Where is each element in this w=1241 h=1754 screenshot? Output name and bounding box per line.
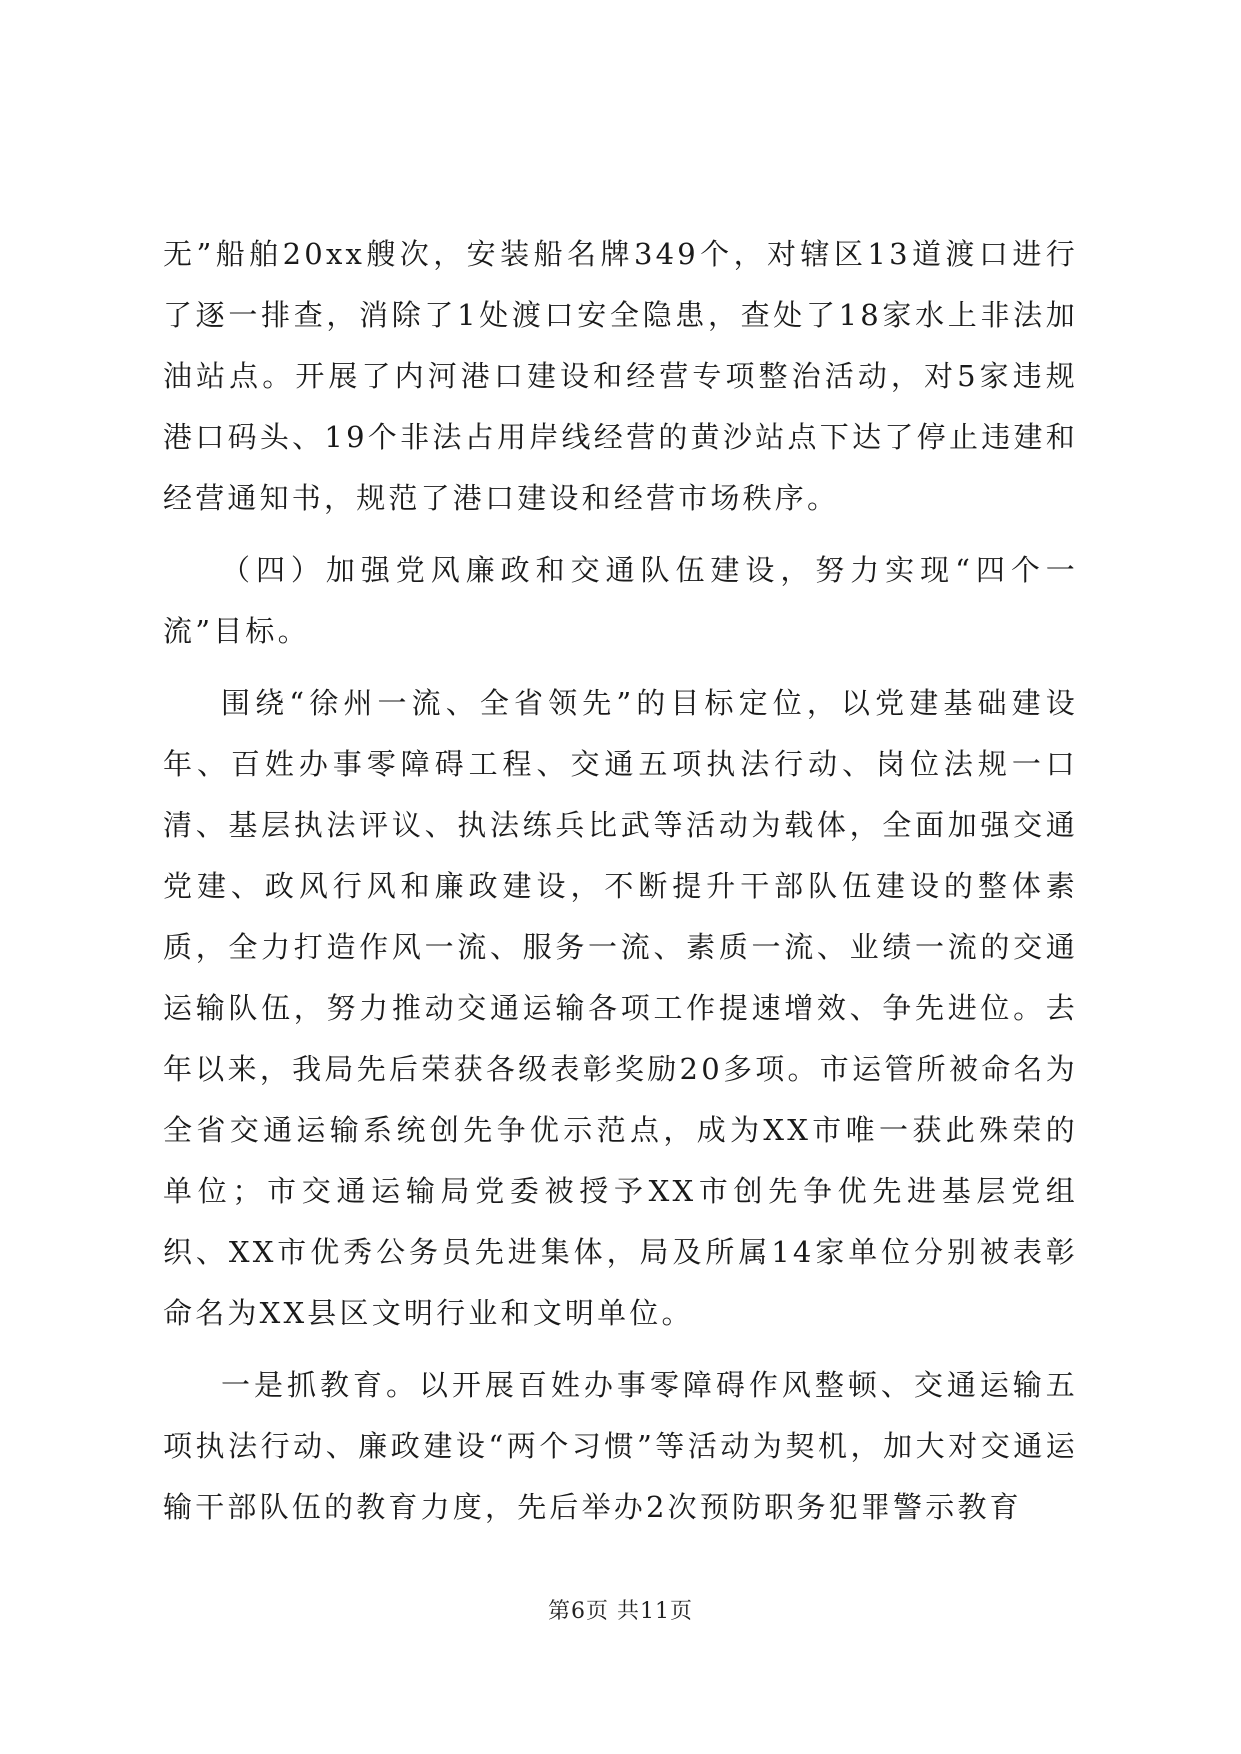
paragraph-education: 一是抓教育。以开展百姓办事零障碍作风整顿、交通运输五项执法行动、廉政建设“两个习惯”等活动为契机，加大对交通运输干部队伍的教育力度，先后举办2次预防职务犯罪警示教育: [163, 1368, 1078, 1524]
document-body: [163, 224, 1078, 1538]
paragraph-body: 围绕“徐州一流、全省领先”的目标定位，以党建基础建设年、百姓办事零障碍工程、交通五项执法行动、岗位法规一口清、基层执法评议、执法练兵比武等活动为载体，全面加强交通党建、政风行风和廉政建设，不断提升干部队伍建设的整体素质，全力打造作风一流、服务一流、素质一流、业绩一流的交通运输队伍，努力推动交通运输各项工作提速增效、争先进位。去年以来，我局先后荣获各级表彰奖励20多项。市运管所被命名为全省交通运输系统创先争优示范点，成为XX市唯一获此殊荣的单位；市交通运输局党委被授予XX市创先争优先进基层党组织、XX市优秀公务员先进集体，局及所属14家单位分别被表彰命名为XX县区文明行业和文明单位。: [163, 686, 1078, 1330]
section-heading: （四）加强党风廉政和交通队伍建设，努力实现“四个一流”目标。: [163, 553, 1078, 648]
paragraph-continuation: 无”船舶20xx艘次，安装船名牌349个，对辖区13道渡口进行了逐一排查，消除了1处渡口安全隐患，查处了18家水上非法加油站点。开展了内河港口建设和经营专项整治活动，对5家违规港口码头、19个非法占用岸线经营的黄沙站点下达了停止违建和经营通知书，规范了港口建设和经营市场秩序。: [163, 237, 1078, 515]
page-number-footer: 第6页 共11页: [548, 1599, 693, 1624]
